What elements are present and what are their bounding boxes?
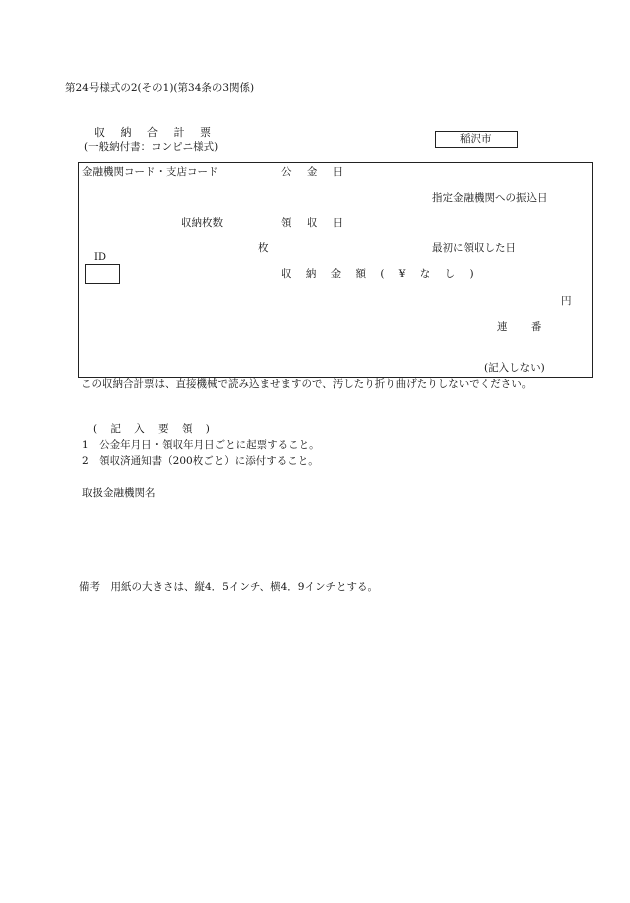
id-label: ID bbox=[94, 252, 106, 263]
instruction-item: 1 公金年月日・領収年月日ごとに起票すること。 bbox=[82, 439, 320, 451]
handling-bank-label: 取扱金融機関名 bbox=[82, 487, 156, 499]
receipt-count-label: 収納枚数 bbox=[181, 217, 223, 229]
instruction-item: 2 領収済通知書（200枚ごと）に添付すること。 bbox=[82, 455, 319, 467]
count-unit: 枚 bbox=[258, 242, 269, 254]
form-subtitle: (一般納付書：コンピニ様式) bbox=[84, 141, 219, 153]
public-fund-date-label: 公 金 日 bbox=[281, 166, 350, 178]
form-title: 収 納 合 計 票 bbox=[94, 126, 217, 139]
transfer-date-label: 指定金融機関への振込日 bbox=[432, 192, 548, 204]
form-number: 第24号様式の2(その1)(第34条の3関係) bbox=[65, 82, 255, 94]
no-entry-label: (記入しない) bbox=[484, 362, 545, 374]
bank-code-label: 金融機関コード・支店コード bbox=[82, 166, 219, 178]
receipt-date-label: 領 収 日 bbox=[281, 217, 350, 229]
first-receipt-date-label: 最初に領収した日 bbox=[432, 242, 516, 254]
id-input-box bbox=[85, 264, 120, 284]
instructions-heading: ( 記 入 要 領 ) bbox=[93, 423, 210, 435]
remarks: 備考 用紙の大きさは、縦4．5インチ、横4．9インチとする。 bbox=[79, 581, 378, 593]
city-label: 稲沢市 bbox=[460, 133, 492, 145]
city-box bbox=[435, 131, 518, 148]
amount-label: 収 納 金 額 ( ¥ な し ) bbox=[281, 268, 474, 280]
handling-notice: この収納合計票は、直接機械で読み込ませますので、汚したり折り曲げたりしないでください。 bbox=[81, 378, 533, 390]
serial-label: 連 番 bbox=[497, 321, 552, 333]
yen-unit: 円 bbox=[561, 295, 572, 307]
